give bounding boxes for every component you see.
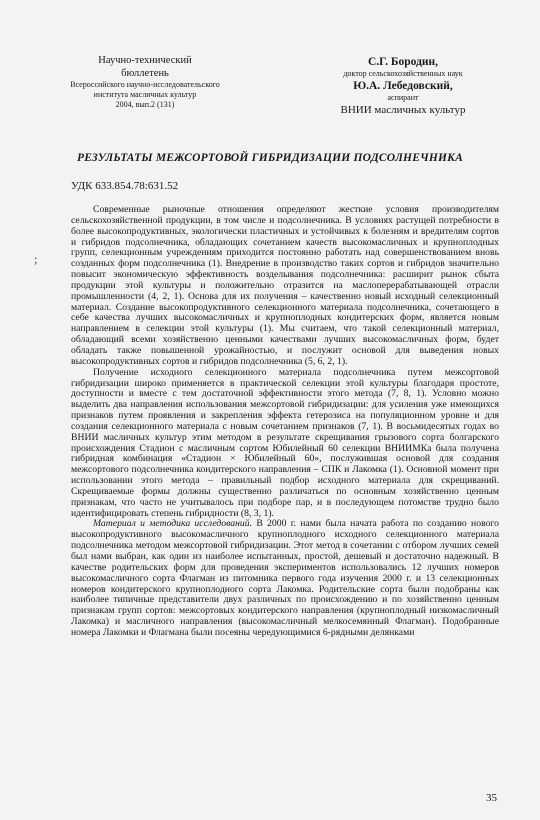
paragraph-3 (71, 519, 499, 638)
author-1-name: С.Г. Бородин, (367, 56, 439, 68)
section-lead: Материал и методика исследований. (93, 518, 253, 530)
page-number: 35 (486, 792, 497, 804)
author-2-title: аспирант (387, 93, 419, 102)
journal-institute-cont: института масличных культур (93, 90, 197, 99)
paragraph-1: Современные рыночные отношения определяют жесткие условия производителям сельскохозяйственной продукции, в том числе и подсолнечника. В условиях растущей потребности в более высокопродуктивных, экологически пластичных и устойчивых к болезням и вредителям сортов и гибридов подсолнечника, обладающих сочетанием качеств высокомасличных и крупноплодных групп, селекционным учреждениям приходится постоянно работать над совершенствованием вновь созданных форм подсолнечника (1). Внедрение в производство таких сортов и гибридов значительно повысит экономическую эффективность возделывания подсолнечника: расширит рынок сбыта продукции этой культуры и положительно отразится на маслоперерабатывающей отрасли промышленности (4, 2, 1). Основа для их получения – качественно новый исходный селекционный материал. Создание высокопродуктивного селекционного материала подсолнечника, сочетающего в себе качества лучших высокомасличных и крупноплодных кондитерских форм, является новым направлением в селекции этой культуры (1). Мы считаем, что такой селекционный материал, обладающий всеми хозяйственно ценными качествами лучших высокомасличных форм, будет обладать также повышенной урожайностью, и послужит основой для выведения новых высокопродуктивных сортов и гибридов подсолнечника (5, 6, 2, 1). (71, 204, 499, 367)
article-title: РЕЗУЛЬТАТЫ МЕЖСОРТОВОЙ ГИБРИДИЗАЦИИ ПОДСОЛНЕЧНИКА (76, 152, 464, 164)
author-info (298, 55, 508, 117)
journal-issue: 2004, вып.2 (131) (115, 100, 175, 109)
author-1-title: доктор сельскохозяйственных наук (343, 69, 463, 78)
udc-code: УДК 633.854.78:631.52 (71, 180, 179, 192)
journal-kind: бюллетень (121, 67, 169, 79)
paragraph-2: Получение исходного селекционного материала подсолнечника путем межсортовой гибридизации широко применяется в практической селекции этой культуры благодаря простоте, доступности и вместе с тем достаточной эффективности этого метода (7, 8, 1). Условно можно выделить два направления использования межсортовой гибридизации: для усиления уже имеющихся признаков путем проявления и закрепления эффекта гетерозиса на популяционном уровне и для создания селекционного материала с новым сочетанием признаков (7, 1). В восьмидесятых годах во ВНИИ масличных культур этим методом в результате скрещивания грызового сорта болгарского происхождения Стадион с масличным сортом Юбилейный 60 селекции ВНИИМКа была получена гибридная комбинация «Стадион × Юбилейный 60», послужившая основой для создания межсортового подсолнечника кондитерского направления – СПК и Лакомка (1). Основной момент при использовании этого метода – правильный подбор исходного материала для скрещиваний. Скрещиваемые формы должны существенно различаться по основным хозяйственно ценным признакам, что часто не учитывалось при подборе пар, и в последующем потомстве трудно было идентифицировать степень гибридности (8, 3, 1). (71, 366, 499, 519)
journal-info (40, 55, 250, 110)
article-body (71, 205, 499, 639)
journal-type: Научно-технический (98, 55, 192, 66)
article-header (0, 55, 540, 145)
margin-mark: ; (34, 252, 38, 266)
author-organization: ВНИИ масличных культур (340, 104, 466, 116)
author-2-name: Ю.А. Лебедовский, (353, 80, 453, 92)
journal-institute: Всероссийского научно-исследовательского (70, 80, 220, 89)
paragraph-3-text: В 2000 г. нами была начата работа по созданию нового высокопродуктивного высокомасличного крупноплодного исходного селекционного материала подсолнечника методом межсортовой гибридизации. Этот метод в сочетании с отбором лучших семей был нами выбран, как один из наиболее испытанных, простой, дешевый и достаточно надежный. В качестве родительских форм для проведения экспериментов использовались 12 лучших номеров высокомасличного сорта Флагман из питомника первого года изучения 2000 г. и 13 селекционных номеров кондитерского крупноплодного сорта Лакомка. Родительские сорта были подобраны как наиболее типичные представители двух различных по происхождению и по хозяйственно ценным признакам групп сортов: межсортовых кондитерского направления (крупноплодный низкомасличный Лакомка) и масличного направления (высокомасличный мелкосемянный Флагман). Подобранные номера Лакомки и Флагмана были посеяны чередующимися 6-рядными делянками (71, 518, 499, 638)
